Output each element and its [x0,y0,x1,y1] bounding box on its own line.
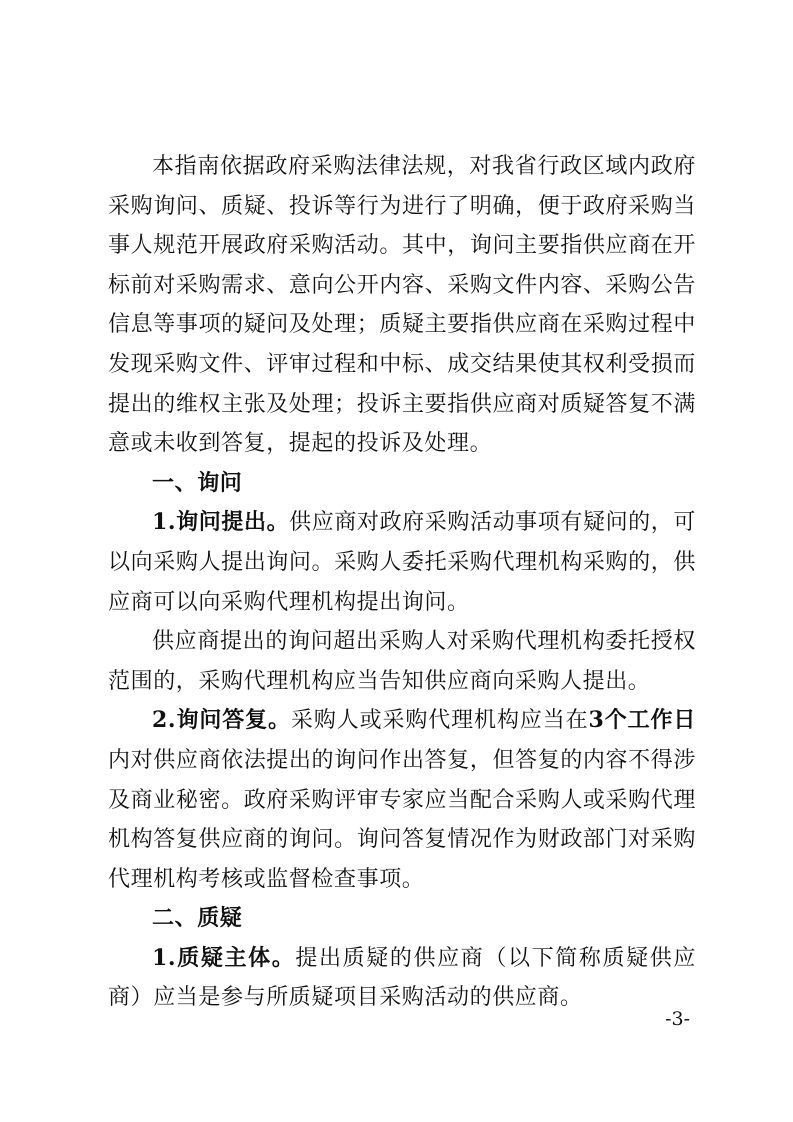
inquiry-scope-text: 供应商提出的询问超出采购人对采购代理机构委托授权范围的，采购代理机构应当告知供应商向采购人提出。 [108,629,696,694]
challenge-subject-text: 提出质疑的供应商（以下简称质疑供应商）应当是参与所质疑项目采购活动的供应商。 [108,945,696,1011]
section-heading-challenge: 二、质疑 [152,906,243,932]
inquiry-scope-paragraph [108,622,696,701]
inquiry-reply-deadline: 3个工作日 [588,707,696,734]
inquiry-submission-text: 供应商对政府采购活动事项有疑问的，可以向采购人提出询问。采购人委托采购代理机构采购的，供应商可以向采购代理机构提出询问。 [108,510,696,615]
intro-paragraph [108,147,696,464]
inquiry-submission-lead: 1.询问提出。 [152,509,290,536]
inquiry-reply-paragraph [108,701,696,899]
intro-text: 本指南依据政府采购法律法规，对我省行政区域内政府采购询问、质疑、投诉等行为进行了明确，便于政府采购当事人规范开展政府采购活动。其中，询问主要指供应商在开标前对采购需求、意向公开内容、采购文件内容、采购公告信息等事项的疑问及处理；质疑主要指供应商在采购过程中发现采购文件、评审过程和中标、成交结果使其权利受损而提出的维权主张及处理；投诉主要指供应商对质疑答复不满意或未收到答复，提起的投诉及处理。 [108,154,696,457]
inquiry-reply-text-after: 内对供应商依法提出的询问作出答复，但答复的内容不得涉及商业秘密。政府采购评审专家应当配合采购人或采购代理机构答复供应商的询问。询问答复情况作为财政部门对采购代理机构考核或监督检查事项。 [108,747,696,892]
challenge-subject-lead: 1.质疑主体。 [152,944,296,971]
inquiry-submission-paragraph [108,503,696,622]
inquiry-reply-text-before: 采购人或采购代理机构应当在 [290,708,589,734]
challenge-subject-paragraph [108,939,696,1018]
inquiry-reply-lead: 2.询问答复。 [152,707,291,734]
document-body [108,147,696,1018]
section-heading-inquiry: 一、询问 [152,470,243,496]
page-number: -3- [665,1008,690,1030]
